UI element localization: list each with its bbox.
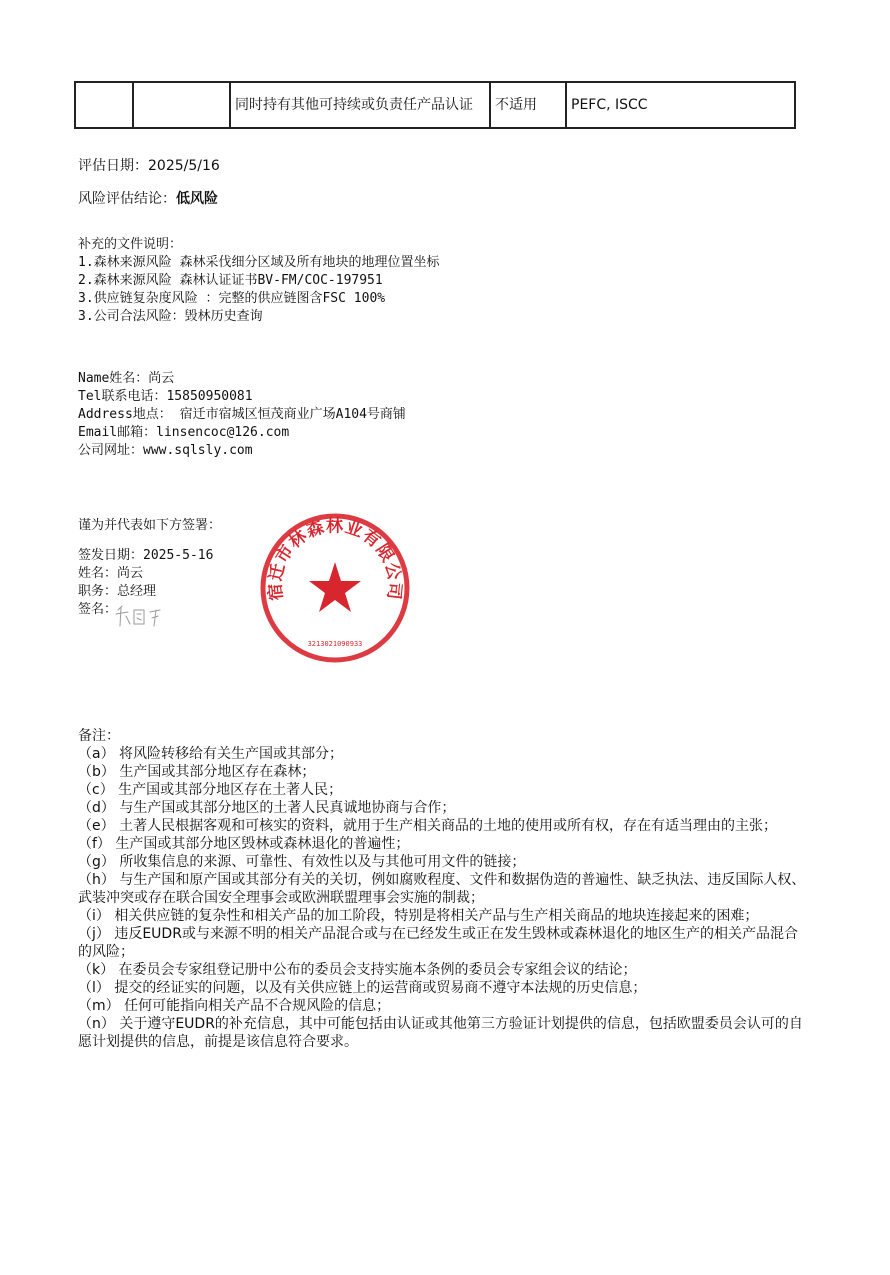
table-cell-status: 不适用 bbox=[490, 82, 566, 128]
supplement-item: 3.供应链复杂度风险 ：完整的供应链图含FSC 100% bbox=[78, 291, 386, 306]
table-cell-criterion: 同时持有其他可持续或负责任产品认证 bbox=[230, 82, 490, 128]
supplement-section bbox=[78, 236, 439, 326]
contact-website: 公司网址：www.sqlsly.com bbox=[78, 443, 253, 458]
signing-name: 姓名：尚云 bbox=[78, 566, 144, 581]
handwritten-signature bbox=[112, 600, 172, 630]
supplement-item: 3.公司合法风险：毁林历史查询 bbox=[78, 309, 263, 324]
contact-tel: Tel联系电话：15850950081 bbox=[78, 389, 253, 404]
supplement-item: 1.森林来源风险 森林采伐细分区域及所有地块的地理位置坐标 bbox=[78, 255, 440, 270]
contact-block bbox=[78, 370, 406, 460]
contact-name: Name姓名：尚云 bbox=[78, 371, 175, 386]
risk-conclusion-value: 低风险 bbox=[176, 191, 218, 207]
note-item: （k） 在委员会专家组登记册中公布的委员会支持实施本条例的委员会专家组会议的结论； bbox=[78, 962, 637, 978]
table-cell-empty-2 bbox=[133, 82, 230, 128]
criteria-table bbox=[74, 81, 796, 129]
contact-email: Email邮箱：linsencoc@126.com bbox=[78, 425, 290, 440]
table-row bbox=[75, 82, 795, 128]
seal-code: 3213021090933 bbox=[307, 640, 363, 648]
signing-date: 签发日期：2025-5-16 bbox=[78, 548, 214, 563]
note-item: （n） 关于遵守EUDR的补充信息，其中可能包括由认证或其他第三方验证计划提供的信息，包括欧盟委员会认可的自愿计划提供的信息，前提是该信息符合要求。 bbox=[78, 1016, 803, 1050]
assessment-date-label: 评估日期： bbox=[78, 158, 148, 174]
signature-label: 签名： bbox=[78, 602, 118, 617]
risk-conclusion-label: 风险评估结论： bbox=[78, 191, 176, 207]
note-item: （d） 与生产国或其部分地区的土著人民真诚地协商与合作； bbox=[78, 800, 456, 816]
signing-intro: 谨为并代表如下方签署： bbox=[78, 518, 222, 533]
note-item: （g） 所收集信息的来源、可靠性、有效性以及与其他可用文件的链接； bbox=[78, 854, 526, 870]
risk-conclusion bbox=[78, 188, 218, 208]
note-item: （j） 违反EUDR或与来源不明的相关产品混合或与在已经发生或正在发生毁林或森林退化的地区生产的相关产品混合的风险； bbox=[78, 926, 798, 960]
note-item: （f） 生产国或其部分地区毁林或森林退化的普遍性； bbox=[78, 836, 410, 852]
company-seal bbox=[257, 510, 413, 666]
note-item: （c） 生产国或其部分地区存在土著人民； bbox=[78, 782, 343, 798]
note-item: （h） 与生产国和原产国或其部分有关的关切，例如腐败程度、文件和数据伪造的普遍性、缺乏执法、违反国际人权、武装冲突或存在联合国安全理事会或欧洲联盟理事会实施的制裁； bbox=[78, 872, 806, 906]
note-item: （e） 土著人民根据客观和可核实的资料，就用于生产相关商品的土地的使用或所有权，存在有适当理由的主张； bbox=[78, 818, 778, 834]
supplement-heading: 补充的文件说明： bbox=[78, 237, 183, 252]
signing-title: 职务：总经理 bbox=[78, 584, 157, 599]
supplement-item: 2.森林来源风险 森林认证证书BV-FM/COC-197951 bbox=[78, 273, 383, 288]
note-item: （l） 提交的经证实的问题，以及有关供应链上的运营商或贸易商不遵守本法规的历史信息； bbox=[78, 980, 647, 996]
seal-text: 宿迁市林森林业有限公司 bbox=[265, 516, 405, 602]
notes-heading: 备注： bbox=[78, 728, 120, 744]
note-item: （i） 相关供应链的复杂性和相关产品的加工阶段，特别是将相关产品与生产相关商品的地块连接起来的困难； bbox=[78, 908, 759, 924]
assessment-date bbox=[78, 155, 220, 175]
table-cell-value: PEFC, ISCC bbox=[566, 82, 795, 128]
contact-address: Address地点： 宿迁市宿城区恒茂商业广场A104号商铺 bbox=[78, 407, 406, 422]
table-cell-empty-1 bbox=[75, 82, 133, 128]
note-item: （b） 生产国或其部分地区存在森林； bbox=[78, 764, 316, 780]
note-item: （m） 任何可能指向相关产品不合规风险的信息； bbox=[78, 998, 391, 1014]
note-item: （a） 将风险转移给有关生产国或其部分； bbox=[78, 746, 344, 762]
assessment-date-value: 2025/5/16 bbox=[148, 158, 220, 174]
notes-section bbox=[78, 727, 808, 1051]
